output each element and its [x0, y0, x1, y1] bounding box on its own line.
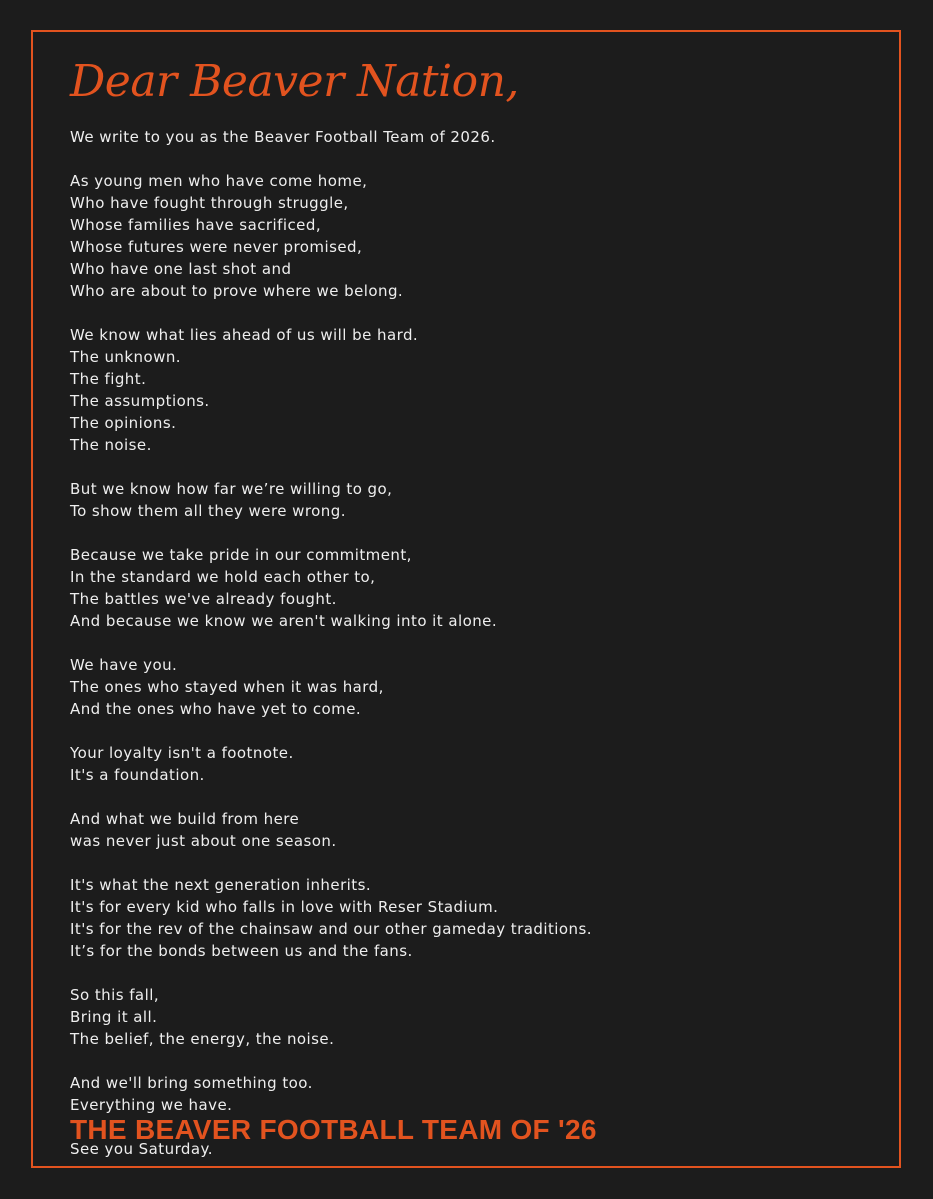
letter-line: Your loyalty isn't a footnote. [70, 744, 294, 762]
letter-stanza [70, 1072, 870, 1116]
letter-stanza [70, 742, 870, 786]
letter-line: The unknown. [70, 348, 181, 366]
letter-line: Bring it all. [70, 1008, 158, 1026]
letter-line: The assumptions. [70, 392, 210, 410]
letter-line: In the standard we hold each other to, [70, 568, 376, 586]
letter-stanza [70, 874, 870, 962]
letter-line: We write to you as the Beaver Football Team of 2026. [70, 128, 496, 146]
letter-stanza [70, 654, 870, 720]
letter-line: The opinions. [70, 414, 177, 432]
letter-signature: THE BEAVER FOOTBALL TEAM OF '26 [70, 1114, 597, 1145]
letter-stanza [70, 126, 870, 148]
letter-line: As young men who have come home, [70, 172, 368, 190]
letter-line: It's for the rev of the chainsaw and our other gameday traditions. [70, 920, 592, 938]
letter-line: The belief, the energy, the noise. [70, 1030, 335, 1048]
letter-line: Who have fought through struggle, [70, 194, 349, 212]
letter-line: Who have one last shot and [70, 260, 292, 278]
letter-line: It's for every kid who falls in love with Reser Stadium. [70, 898, 499, 916]
letter-salutation: Dear Beaver Nation, [70, 56, 519, 107]
letter-line: It's a foundation. [70, 766, 205, 784]
letter-line: The ones who stayed when it was hard, [70, 678, 384, 696]
letter-line: The fight. [70, 370, 147, 388]
letter-line: Whose futures were never promised, [70, 238, 363, 256]
letter-line: It’s for the bonds between us and the fans. [70, 942, 413, 960]
letter-line: Who are about to prove where we belong. [70, 282, 404, 300]
letter-stanza [70, 544, 870, 632]
letter-line: And because we know we aren't walking into it alone. [70, 612, 498, 630]
letter-stanza [70, 808, 870, 852]
letter-line: It's what the next generation inherits. [70, 876, 372, 894]
letter-line: And what we build from here [70, 810, 300, 828]
letter-stanza [70, 984, 870, 1050]
letter-line: Because we take pride in our commitment, [70, 546, 412, 564]
letter-line: Whose families have sacrificed, [70, 216, 322, 234]
letter-line: was never just about one season. [70, 832, 337, 850]
letter-line: So this fall, [70, 986, 160, 1004]
letter-line: We know what lies ahead of us will be hard. [70, 326, 419, 344]
letter-stanza [70, 170, 870, 302]
letter-stanza [70, 324, 870, 456]
letter-line: Everything we have. [70, 1096, 233, 1114]
letter-line: And the ones who have yet to come. [70, 700, 362, 718]
letter-line: But we know how far we’re willing to go, [70, 480, 393, 498]
letter-stanza [70, 478, 870, 522]
letter-line: And we'll bring something too. [70, 1074, 313, 1092]
letter-line: We have you. [70, 656, 178, 674]
letter-line: To show them all they were wrong. [70, 502, 346, 520]
letter-line: The battles we've already fought. [70, 590, 337, 608]
letter-line: The noise. [70, 436, 152, 454]
letter-line: See you Saturday. [70, 1140, 213, 1158]
letter-body [70, 126, 870, 1182]
